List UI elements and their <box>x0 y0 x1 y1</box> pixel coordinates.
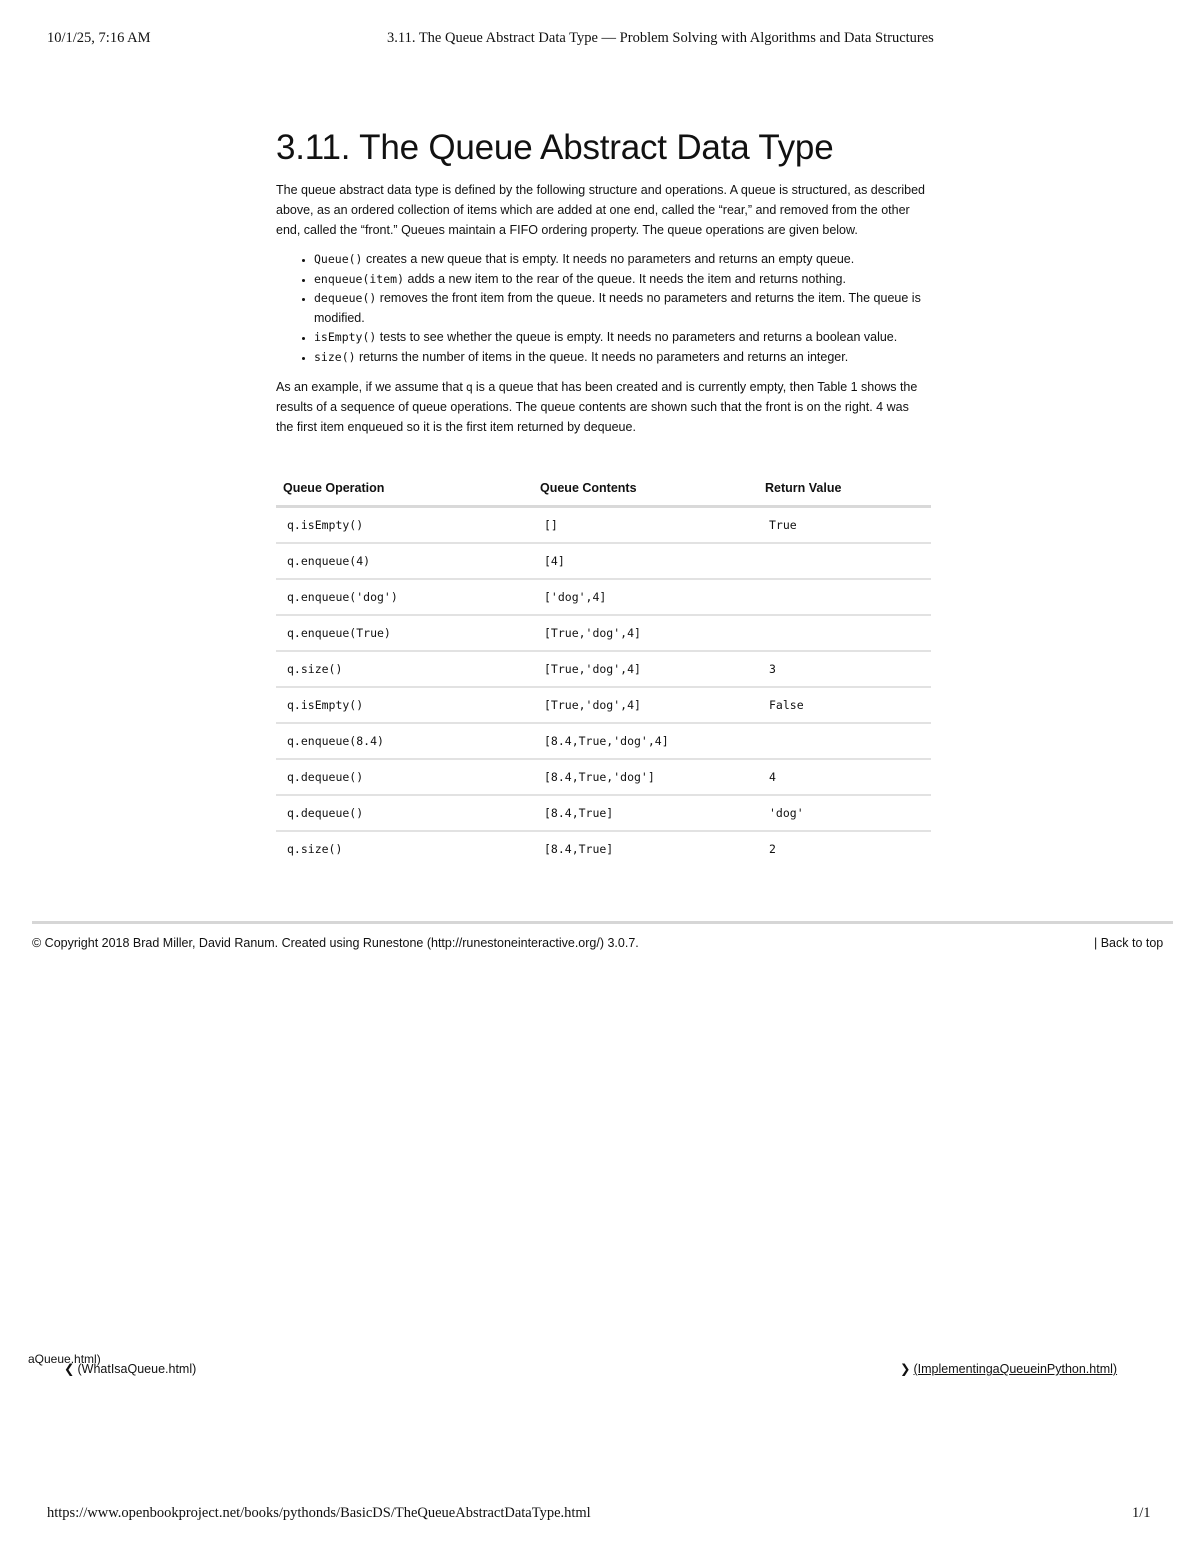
operation-description: adds a new item to the rear of the queue. It needs the item and returns nothing. <box>404 271 846 286</box>
table-cell: [8.4,True] <box>533 795 758 831</box>
table-row <box>276 831 931 866</box>
next-page-label: (ImplementingaQueueinPython.html) <box>913 1362 1118 1376</box>
operation-code: dequeue() <box>314 291 377 305</box>
table-cell <box>758 615 931 651</box>
footer-divider <box>32 921 1173 924</box>
table-cell: 'dog' <box>758 795 931 831</box>
operation-code: enqueue(item) <box>314 271 405 286</box>
prev-link-fragment: aQueue.html) <box>28 1352 101 1366</box>
table-cell: [4] <box>533 543 758 579</box>
page-title: 3.11. The Queue Abstract Data Type <box>276 128 834 167</box>
operation-description: removes the front item from the queue. It needs no parameters and returns the item. The queue is modified. <box>314 291 921 325</box>
back-to-top-link[interactable]: | Back to top <box>1094 936 1164 950</box>
table-cell: True <box>758 507 931 544</box>
table-cell: 4 <box>758 759 931 795</box>
print-page-number: 1/1 <box>1132 1505 1151 1521</box>
operation-code: isEmpty() <box>314 330 377 344</box>
print-url: https://www.openbookproject.net/books/pythonds/BasicDS/TheQueueAbstractDataType.html <box>47 1505 591 1521</box>
table-header-row <box>276 471 931 507</box>
table-cell: [8.4,True] <box>544 842 614 856</box>
table-cell: [] <box>533 507 758 544</box>
table-cell: False <box>758 687 931 723</box>
copyright-text: © Copyright 2018 Brad Miller, David Ranum. Created using Runestone (http://runestoneinteractive.org/) 3.0.7. <box>32 936 639 950</box>
table-cell: [True,'dog',4] <box>533 651 758 687</box>
table-cell: q.isEmpty() <box>276 507 533 544</box>
table-cell: 3 <box>758 651 931 687</box>
table-cell: [True,'dog',4] <box>533 687 758 723</box>
table-cell: q.dequeue() <box>276 795 533 831</box>
table-row <box>276 615 931 651</box>
table-row <box>276 795 931 831</box>
table-cell: [8.4,True,'dog',4] <box>533 723 758 759</box>
table-cell: q.enqueue(4) <box>276 543 533 579</box>
table-row <box>276 687 931 723</box>
prev-page-label: (WhatIsaQueue.html) <box>77 1362 197 1376</box>
table-cell: q.size() <box>287 842 343 856</box>
table-row <box>276 507 931 544</box>
column-header: Queue Contents <box>533 471 758 507</box>
table-row <box>276 651 931 687</box>
queue-operations-table <box>276 471 931 866</box>
column-header: Queue Operation <box>276 471 533 507</box>
list-item <box>314 250 928 270</box>
operation-code: Queue() <box>314 252 363 266</box>
example-paragraph: As an example, if we assume that q is a queue that has been created and is currently empty, then Table 1 shows the results of a sequence of queue operations. The queue contents are shown such that the front is on the right. 4 was the first item enqueued so it is the first item returned by dequeue. <box>276 380 918 434</box>
intro-paragraph: The queue abstract data type is defined by the following structure and operations. A queue is structured, as described above, as an ordered collection of items which are added at one end, called the “rear,” and removed from the other end, called the “front.” Queues maintain a FIFO ordering property. The queue operations are given below. <box>276 183 926 237</box>
table-cell: [True,'dog',4] <box>533 615 758 651</box>
list-item <box>314 289 928 328</box>
main-content <box>276 128 928 866</box>
next-page-link[interactable] <box>900 1361 1117 1376</box>
prev-page-link[interactable] <box>64 1361 196 1376</box>
table-cell <box>758 543 931 579</box>
operation-description: tests to see whether the queue is empty. It needs no parameters and returns a boolean value. <box>376 330 898 344</box>
table-row <box>276 579 931 615</box>
inline-code: q <box>465 380 473 394</box>
table-cell: ['dog',4] <box>533 579 758 615</box>
table-row <box>276 543 931 579</box>
table-cell <box>758 579 931 615</box>
table-cell <box>758 723 931 759</box>
chevron-left-icon: ❮ <box>64 1362 75 1376</box>
table-cell: q.enqueue(8.4) <box>276 723 533 759</box>
table-cell: q.enqueue('dog') <box>276 579 533 615</box>
operation-description: returns the number of items in the queue. It needs no parameters and returns an integer. <box>355 349 849 364</box>
column-header: Return Value <box>758 471 931 507</box>
table-cell: q.enqueue(True) <box>276 615 533 651</box>
print-page-title: 3.11. The Queue Abstract Data Type — Problem Solving with Algorithms and Data Structures <box>387 30 934 46</box>
table-cell: q.size() <box>276 651 533 687</box>
print-datetime: 10/1/25, 7:16 AM <box>47 30 151 46</box>
table-cell: q.isEmpty() <box>276 687 533 723</box>
operations-list <box>276 250 928 367</box>
operation-description: creates a new queue that is empty. It needs no parameters and returns an empty queue. <box>362 252 855 266</box>
list-item <box>314 348 928 368</box>
table-cell: 2 <box>769 842 776 856</box>
table-cell: q.dequeue() <box>276 759 533 795</box>
table-row <box>276 759 931 795</box>
list-item <box>314 328 928 348</box>
operation-code: size() <box>314 349 356 364</box>
list-item <box>314 270 928 290</box>
table-cell: [8.4,True,'dog'] <box>533 759 758 795</box>
table-row <box>276 723 931 759</box>
chevron-right-icon: ❯ <box>900 1362 911 1376</box>
